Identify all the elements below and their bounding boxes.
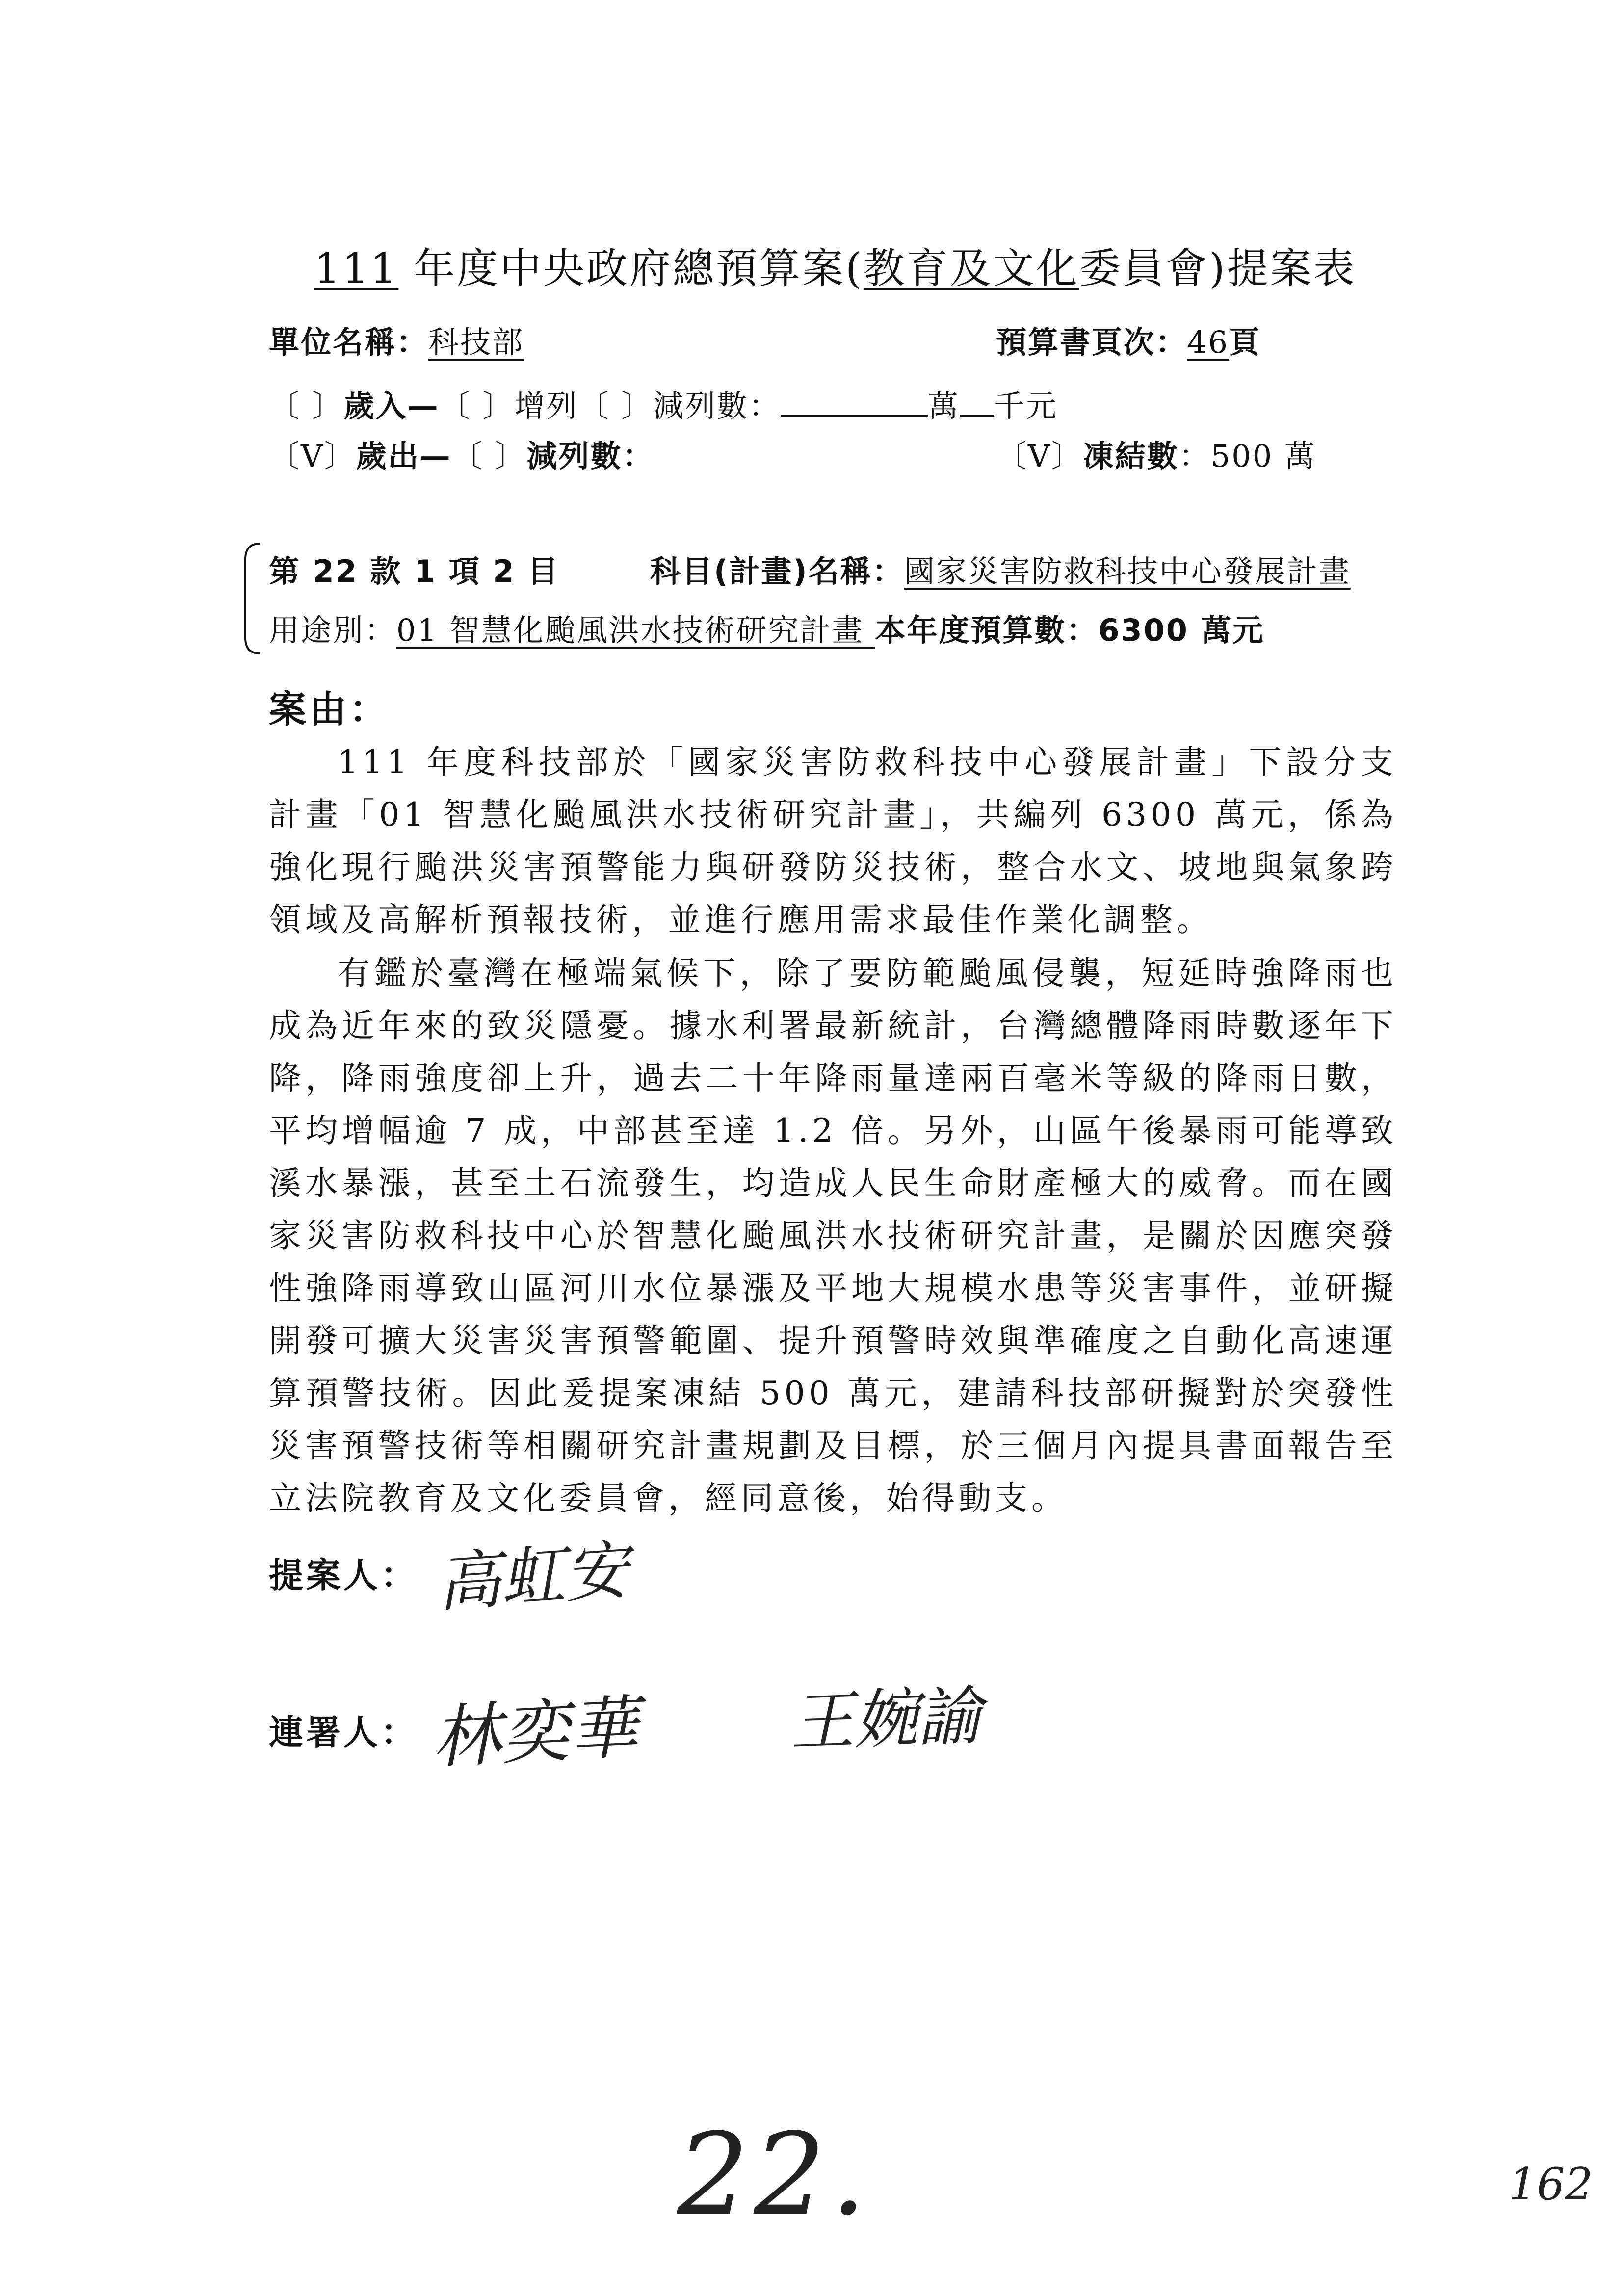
freeze-value: ：500 萬 (1179, 438, 1316, 474)
handwritten-item-number: 22. (677, 2110, 871, 2241)
proposer-label: 提案人： (269, 1555, 418, 1595)
subject-row (650, 547, 1351, 591)
revenue-thousand-blank (960, 389, 994, 417)
unit-value: 科技部 (428, 324, 524, 360)
revenue-row (269, 382, 1058, 425)
unit-row (269, 318, 524, 362)
reason-paragraph-2: 有鑑於臺灣在極端氣候下，除了要防範颱風侵襲，短延時強降雨也成為近年來的致災隱憂。據水利署最新統計，台灣總體降雨時數逐年下降，降雨強度卻上升，過去二十年降雨量達兩百毫米等級的降雨日數，平均增幅逾 7 成，中部甚至達 1.2 倍。另外，山區午後暴雨可能導致溪水暴漲，甚至土石流發生，均造成人民生命財產極大的威脅。而在國家災害防救科技中心於智慧化颱風洪水技術研究計畫，是關於因應突發性強降雨導致山區河川水位暴漲及平地大規模水患等災害事件，並研擬開發可擴大災害災害預警範圍、提升預警時效與準確度之自動化高速運算預警技術。因此爰提案凍結 500 萬元，建請科技部研擬對於突發性災害預警技術等相關研究計畫規劃及目標，於三個月內提具書面報告至立法院教育及文化委員會，經同意後，始得動支。 (269, 954, 1397, 1517)
budget-amount: 本年度預算數：6300 萬元 (875, 612, 1265, 648)
expenditure-row (269, 432, 655, 475)
proposer-signature: 高虹安 (434, 1533, 631, 1621)
revenue-reduce: 〔 〕減列數： (578, 388, 781, 424)
usage-label: 用途別： (269, 612, 397, 648)
revenue-reduce-blank (781, 389, 928, 417)
page-ref-row (996, 318, 1261, 362)
revenue-increase: 〔 〕增列 (439, 388, 578, 424)
expenditure-reduce-label: 減列數： (526, 438, 655, 474)
revenue-unit-wan: 萬 (928, 388, 960, 424)
cosigner-signature-2: 王婉諭 (788, 1678, 983, 1760)
expenditure-checkbox: 〔V〕 (269, 438, 356, 474)
usage-value: 01 智慧化颱風洪水技術研究計畫 (396, 612, 875, 648)
title-committee: 教育及文化 (863, 244, 1079, 292)
handwritten-page-number: 162 (1509, 2159, 1593, 2210)
cosigner-signature-1: 林奕華 (430, 1688, 640, 1778)
revenue-checkbox: 〔 〕 (269, 388, 344, 424)
item-bracket (231, 540, 265, 657)
title-part2: 委員會)提案表 (1079, 244, 1357, 292)
subject-value: 國家災害防救科技中心發展計畫 (904, 553, 1351, 589)
document-title (314, 235, 1357, 295)
item-row (269, 547, 559, 591)
usage-row (269, 606, 1264, 650)
unit-label: 單位名稱： (269, 324, 429, 360)
item-section: 第 22 款 1 項 2 目 (269, 553, 560, 589)
expenditure-reduce-box: 〔 〕 (451, 438, 527, 474)
revenue-label: 歲入— (343, 388, 440, 424)
title-year: 111 (314, 244, 399, 292)
freeze-checkbox: 〔V〕 (996, 438, 1083, 474)
title-part1: 年度中央政府總預算案( (398, 244, 864, 292)
cosigner-label: 連署人： (269, 1712, 418, 1752)
page-ref-value: 46 (1187, 324, 1229, 360)
subject-label: 科目(計畫)名稱： (650, 553, 904, 589)
reason-heading: 案由： (269, 687, 390, 731)
expenditure-label: 歲出— (356, 438, 452, 474)
freeze-row (996, 432, 1316, 475)
page-ref-suffix: 頁 (1229, 324, 1261, 360)
reason-paragraph-1: 111 年度科技部於「國家災害防救科技中心發展計畫」下設分支計畫「01 智慧化颱風洪水技術研究計畫」，共編列 6300 萬元，係為強化現行颱洪災害預警能力與研發防災技術，整合水文、坡地與氣象跨領域及高解析預報技術，並進行應用需求最佳作業化調整。 (269, 743, 1397, 939)
revenue-unit-thousand: 千元 (994, 388, 1058, 424)
freeze-label: 凍結數 (1083, 438, 1179, 474)
page-ref-label: 預算書頁次： (996, 324, 1188, 360)
